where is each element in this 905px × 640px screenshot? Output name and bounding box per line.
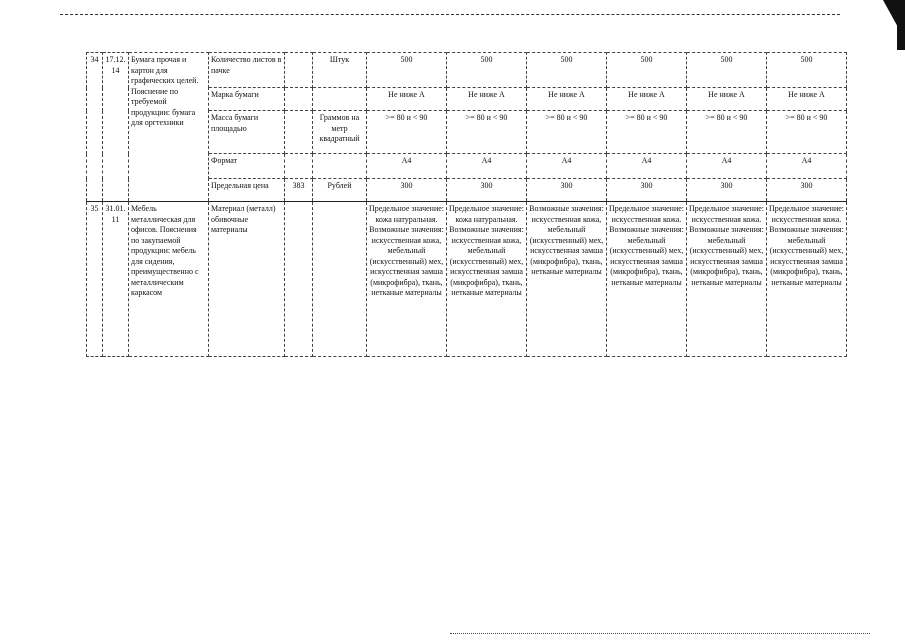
row-number: 35 bbox=[87, 202, 103, 357]
attribute-label: Марка бумаги bbox=[209, 88, 285, 111]
value-cell: А4 bbox=[447, 154, 527, 179]
value-cell: 300 bbox=[687, 179, 767, 202]
unit-name bbox=[313, 202, 367, 357]
unit-name: Граммов на метр квадратный bbox=[313, 111, 367, 154]
attribute-label: Масса бумаги площадью bbox=[209, 111, 285, 154]
value-cell: Не ниже А bbox=[607, 88, 687, 111]
row-number: 34 bbox=[87, 53, 103, 202]
value-cell: 300 bbox=[367, 179, 447, 202]
value-cell: Предельное значение: кожа натуральная. Возможные значения: искусственная кожа, мебельный (искусственный) мех, искусственная замша (микрофибра), ткань, нетканые материалы bbox=[367, 202, 447, 357]
value-cell: 500 bbox=[607, 53, 687, 88]
value-cell: Не ниже А bbox=[527, 88, 607, 111]
value-cell: Предельное значение: искусственная кожа. Возможные значения: мебельный (искусственный) мех, искусственная замша (микрофибра), ткань, нетканые материалы bbox=[607, 202, 687, 357]
value-cell: 500 bbox=[687, 53, 767, 88]
value-cell: >= 80 и < 90 bbox=[447, 111, 527, 154]
value-cell: 300 bbox=[447, 179, 527, 202]
product-name: Бумага прочая и картон для графических целей. Пояснение по требуемой продукции: бумага для оргтехники bbox=[129, 53, 209, 202]
unit-name bbox=[313, 88, 367, 111]
unit-code bbox=[285, 154, 313, 179]
value-cell: 300 bbox=[607, 179, 687, 202]
value-cell: А4 bbox=[367, 154, 447, 179]
value-cell: Не ниже А bbox=[767, 88, 847, 111]
value-cell: Возможные значения: искусственная кожа, мебельный (искусственный) мех, искусственная замша (микрофибра), ткань, нетканые материалы bbox=[527, 202, 607, 357]
value-cell: Не ниже А bbox=[367, 88, 447, 111]
value-cell: А4 bbox=[767, 154, 847, 179]
value-cell: >= 80 и < 90 bbox=[367, 111, 447, 154]
unit-code bbox=[285, 88, 313, 111]
value-cell: Предельное значение: искусственная кожа. Возможные значения: мебельный (искусственный) мех, искусственная замша (микрофибра), ткань, нетканые материалы bbox=[687, 202, 767, 357]
unit-name: Рублей bbox=[313, 179, 367, 202]
value-cell: 500 bbox=[527, 53, 607, 88]
value-cell: Не ниже А bbox=[447, 88, 527, 111]
value-cell: А4 bbox=[527, 154, 607, 179]
value-cell: А4 bbox=[687, 154, 767, 179]
value-cell: 500 bbox=[767, 53, 847, 88]
table-row bbox=[87, 202, 847, 357]
unit-name: Штук bbox=[313, 53, 367, 88]
attribute-label: Предельная цена bbox=[209, 179, 285, 202]
product-name: Мебель металлическая для офисов. Пояснения по закупаемой продукции: мебель для сидения, преимущественно с металлическим каркасом bbox=[129, 202, 209, 357]
value-cell: 500 bbox=[447, 53, 527, 88]
value-cell: >= 80 и < 90 bbox=[527, 111, 607, 154]
value-cell: А4 bbox=[607, 154, 687, 179]
scan-edge-mark bbox=[897, 14, 905, 50]
unit-code bbox=[285, 202, 313, 357]
value-cell: Предельное значение: кожа натуральная. Возможные значения: искусственная кожа, мебельный (искусственный) мех, искусственная замша (микрофибра), ткань, нетканые материалы bbox=[447, 202, 527, 357]
scan-bottom-border bbox=[450, 633, 870, 634]
value-cell: >= 80 и < 90 bbox=[767, 111, 847, 154]
value-cell: >= 80 и < 90 bbox=[687, 111, 767, 154]
scan-top-border bbox=[60, 14, 840, 15]
table-row bbox=[87, 53, 847, 88]
unit-code bbox=[285, 111, 313, 154]
value-cell: Не ниже А bbox=[687, 88, 767, 111]
attribute-label: Количество листов в пачке bbox=[209, 53, 285, 88]
requirements-table bbox=[86, 52, 847, 357]
attribute-label: Формат bbox=[209, 154, 285, 179]
okpd-code: 17.12.14 bbox=[103, 53, 129, 202]
value-cell: 300 bbox=[527, 179, 607, 202]
unit-code bbox=[285, 53, 313, 88]
unit-code: 383 bbox=[285, 179, 313, 202]
unit-name bbox=[313, 154, 367, 179]
value-cell: >= 80 и < 90 bbox=[607, 111, 687, 154]
value-cell: 500 bbox=[367, 53, 447, 88]
okpd-code: 31.01.11 bbox=[103, 202, 129, 357]
attribute-label: Материал (металл) обивочные материалы bbox=[209, 202, 285, 357]
value-cell: 300 bbox=[767, 179, 847, 202]
value-cell: Предельное значение: искусственная кожа. Возможные значения: мебельный (искусственный) мех, искусственная замша (микрофибра), ткань, нетканые материалы bbox=[767, 202, 847, 357]
